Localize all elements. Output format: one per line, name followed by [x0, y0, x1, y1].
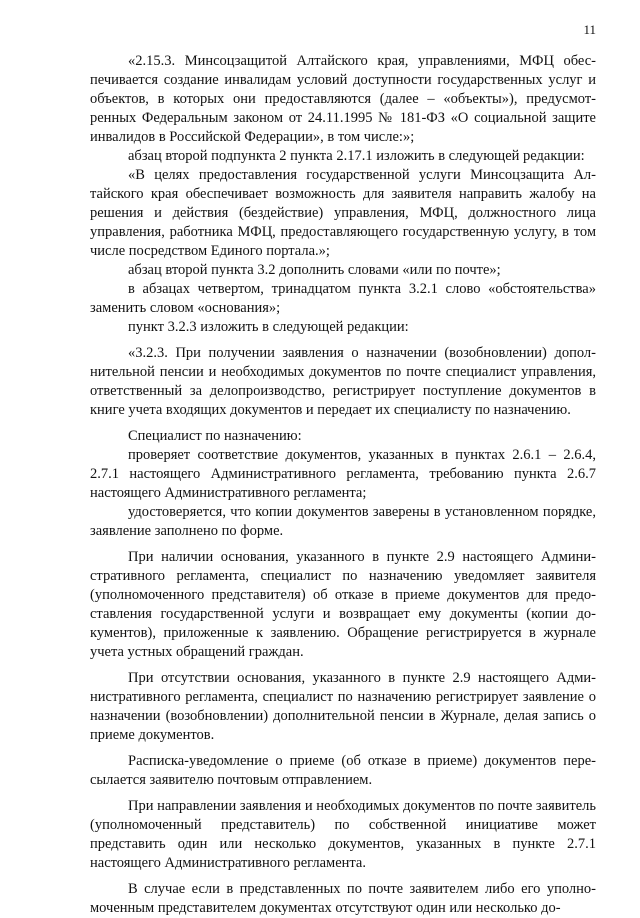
- paragraph-amend-2-17-1: абзац второй подпункта 2 пункта 2.17.1 изложить в следующей редакции:: [128, 148, 585, 164]
- paragraph-mail-submission: При направлении заявления и необходимых документов по почте заявитель (уполномоченный представитель) по собственной инициативе может представить один или несколько документов, указанных в пункте 2.7.1 настоящего Административного регламента.: [90, 798, 596, 871]
- paragraph-complaint: «В целях предоставления государственной услуги Минсоцзащита Алтайского края обеспечивает возможность для заявителя направить жалобу на решения и действия (бездействие) управления, МФЦ, должностного лица управления, работника МФЦ, предоставляющего государственную услугу, в том числе посредством Единого портала.»;: [90, 167, 596, 259]
- paragraph-amend-3-2: абзац второй пункта 3.2 дополнить словами «или по почте»;: [128, 262, 501, 278]
- page-number: 11: [583, 22, 596, 37]
- paragraph-receipt: Расписка-уведомление о приеме (об отказе в приеме) документов пересылается заявителю почтовым отправлением.: [90, 753, 596, 788]
- paragraph-refusal: При наличии основания, указанного в пункте 2.9 настоящего Административного регламента, специалист по назначению уведомляет заявителя (уполномоченного представителя) об отказе в приеме документов для предоставления государственной услуги и возвращает ему документы (копии документов), приложенные к заявлению. Обращение регистрируется в журнале учета устных обращений граждан.: [90, 549, 596, 660]
- paragraph-2-15-3: «2.15.3. Минсоцзащитой Алтайского края, управлениями, МФЦ обеспечивается создание инвалидам условий доступности государственных услуг и объектов, в которых они предоставляются (далее – «объекты»), предусмотренных Федеральным законом от 24.11.1995 № 181-ФЗ «О социальной защите инвалидов в Российской Федерации», в том числе:»;: [90, 53, 596, 145]
- document-body: [90, 52, 596, 918]
- paragraph-missing-documents: В случае если в представленных по почте заявителем либо его уполномоченным представителем документах отсутствуют один или несколько до-: [90, 881, 596, 916]
- paragraph-amend-3-2-3: пункт 3.2.3 изложить в следующей редакции:: [128, 319, 409, 335]
- paragraph-3-2-3: «3.2.3. При получении заявления о назначении (возобновлении) дополнительной пенсии и необходимых документов по почте специалист управления, ответственный за делопроизводство, регистрирует поступление документов в книге учета входящих документов и передает их специалисту по назначению.: [90, 345, 596, 418]
- paragraph-amend-3-2-1: в абзацах четвертом, тринадцатом пункта 3.2.1 слово «обстоятельства» заменить словом «основания»;: [90, 281, 596, 316]
- paragraph-verifies: удостоверяется, что копии документов заверены в установленном порядке, заявление заполнено по форме.: [90, 504, 596, 539]
- paragraph-checks: проверяет соответствие документов, указанных в пунктах 2.6.1 – 2.6.4, 2.7.1 настоящего Административного регламента, требованию пункта 2.6.7 настоящего Административного регламента;: [90, 447, 596, 501]
- paragraph-specialist: Специалист по назначению:: [128, 428, 302, 444]
- paragraph-registration: При отсутствии основания, указанного в пункте 2.9 настоящего Административного регламента, специалист по назначению регистрирует заявление о назначении (возобновлении) дополнительной пенсии в Журнале, делая запись о приеме документов.: [90, 670, 596, 743]
